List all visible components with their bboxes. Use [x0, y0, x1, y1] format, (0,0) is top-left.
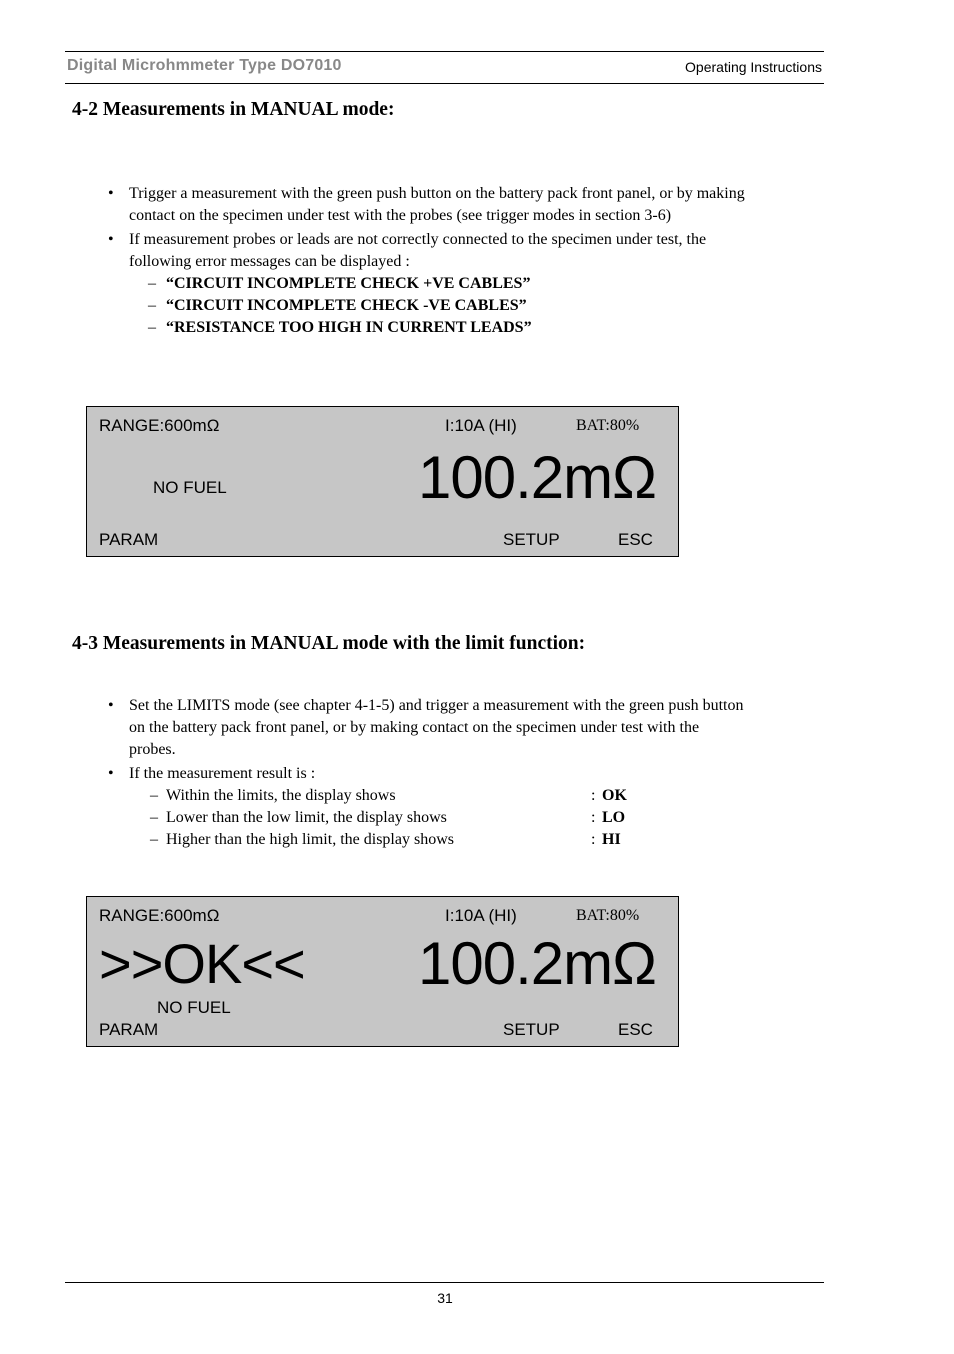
lcd-display-limits — [86, 896, 679, 1047]
lcd-softkey-setup: SETUP — [503, 530, 560, 549]
colon-separator: : — [591, 787, 596, 804]
lcd-battery: BAT:80% — [576, 907, 640, 924]
bullet-text: If measurement probes or leads are not correctly connected to the specimen under test, the following error messages can be displayed : — [129, 231, 707, 270]
limit-condition: Higher than the high limit, the display shows — [166, 831, 454, 848]
dash-icon: – — [148, 319, 156, 336]
section1-bullet-list — [108, 183, 748, 339]
limit-condition: Within the limits, the display shows — [166, 787, 396, 804]
lcd-battery: BAT:80% — [576, 417, 640, 434]
lcd-current: I:10A (HI) — [445, 906, 517, 925]
lcd-display-manual — [86, 406, 679, 557]
document-type: Operating Instructions — [685, 59, 822, 75]
bullet-text: Trigger a measurement with the green push button on the battery pack front panel, or by making contact on the specimen under test with the probes (see trigger modes in section 3-6) — [129, 185, 745, 224]
dash-icon: – — [150, 831, 158, 848]
lcd-softkey-setup: SETUP — [503, 1020, 560, 1039]
colon-separator: : — [591, 809, 596, 826]
lcd-fuel-status: NO FUEL — [157, 998, 231, 1017]
section-title-4-3: 4-3 Measurements in MANUAL mode with the limit function: — [72, 633, 586, 654]
limit-display-value: OK — [602, 787, 627, 804]
limit-result-row — [108, 829, 748, 851]
lcd-current: I:10A (HI) — [445, 416, 517, 435]
lcd-softkey-esc: ESC — [618, 1020, 653, 1039]
lcd-range: RANGE:600mΩ — [99, 906, 220, 925]
limit-result-row — [108, 785, 748, 807]
dash-icon: – — [148, 275, 156, 292]
lcd-fuel-status: NO FUEL — [153, 478, 227, 497]
bullet-icon: • — [108, 185, 114, 202]
bullet-text: Set the LIMITS mode (see chapter 4-1-5) and trigger a measurement with the green push button on the battery pack front panel, or by making contact on the specimen under test with the probes. — [129, 697, 744, 758]
lcd-softkey-param: PARAM — [99, 1020, 159, 1039]
error-message: “CIRCUIT INCOMPLETE CHECK +VE CABLES” — [166, 275, 531, 292]
limit-condition: Lower than the low limit, the display shows — [166, 809, 447, 826]
list-item — [108, 763, 748, 785]
dash-icon: – — [148, 297, 156, 314]
error-message: “RESISTANCE TOO HIGH IN CURRENT LEADS” — [166, 319, 532, 336]
list-item — [108, 695, 748, 761]
lcd-limit-status: >>OK<< — [99, 932, 305, 995]
lcd-reading: 100.2mΩ — [418, 444, 656, 511]
list-item — [108, 229, 748, 273]
header-bottom-rule — [65, 83, 824, 84]
bullet-icon: • — [108, 231, 114, 248]
error-message-item — [108, 273, 748, 295]
page-number: 31 — [437, 1290, 453, 1306]
list-item — [108, 183, 748, 227]
dash-icon: – — [150, 809, 158, 826]
lcd-range: RANGE:600mΩ — [99, 416, 220, 435]
document-title: Digital Microhmmeter Type DO7010 — [67, 57, 342, 74]
bullet-icon: • — [108, 697, 114, 714]
error-message-item — [108, 317, 748, 339]
dash-icon: – — [150, 787, 158, 804]
header-top-rule — [65, 51, 824, 52]
bullet-icon: • — [108, 765, 114, 782]
colon-separator: : — [591, 831, 596, 848]
limit-display-value: LO — [602, 809, 626, 826]
bullet-text: If the measurement result is : — [129, 765, 316, 782]
lcd-reading: 100.2mΩ — [418, 930, 656, 997]
lcd-softkey-param: PARAM — [99, 530, 159, 549]
limit-result-row — [108, 807, 748, 829]
limit-display-value: HI — [602, 831, 621, 848]
error-message-item — [108, 295, 748, 317]
lcd-softkey-esc: ESC — [618, 530, 653, 549]
section-title-4-2: 4-2 Measurements in MANUAL mode: — [72, 99, 395, 120]
section2-bullet-list — [108, 695, 748, 851]
footer-rule — [65, 1282, 824, 1283]
error-message: “CIRCUIT INCOMPLETE CHECK -VE CABLES” — [166, 297, 527, 314]
